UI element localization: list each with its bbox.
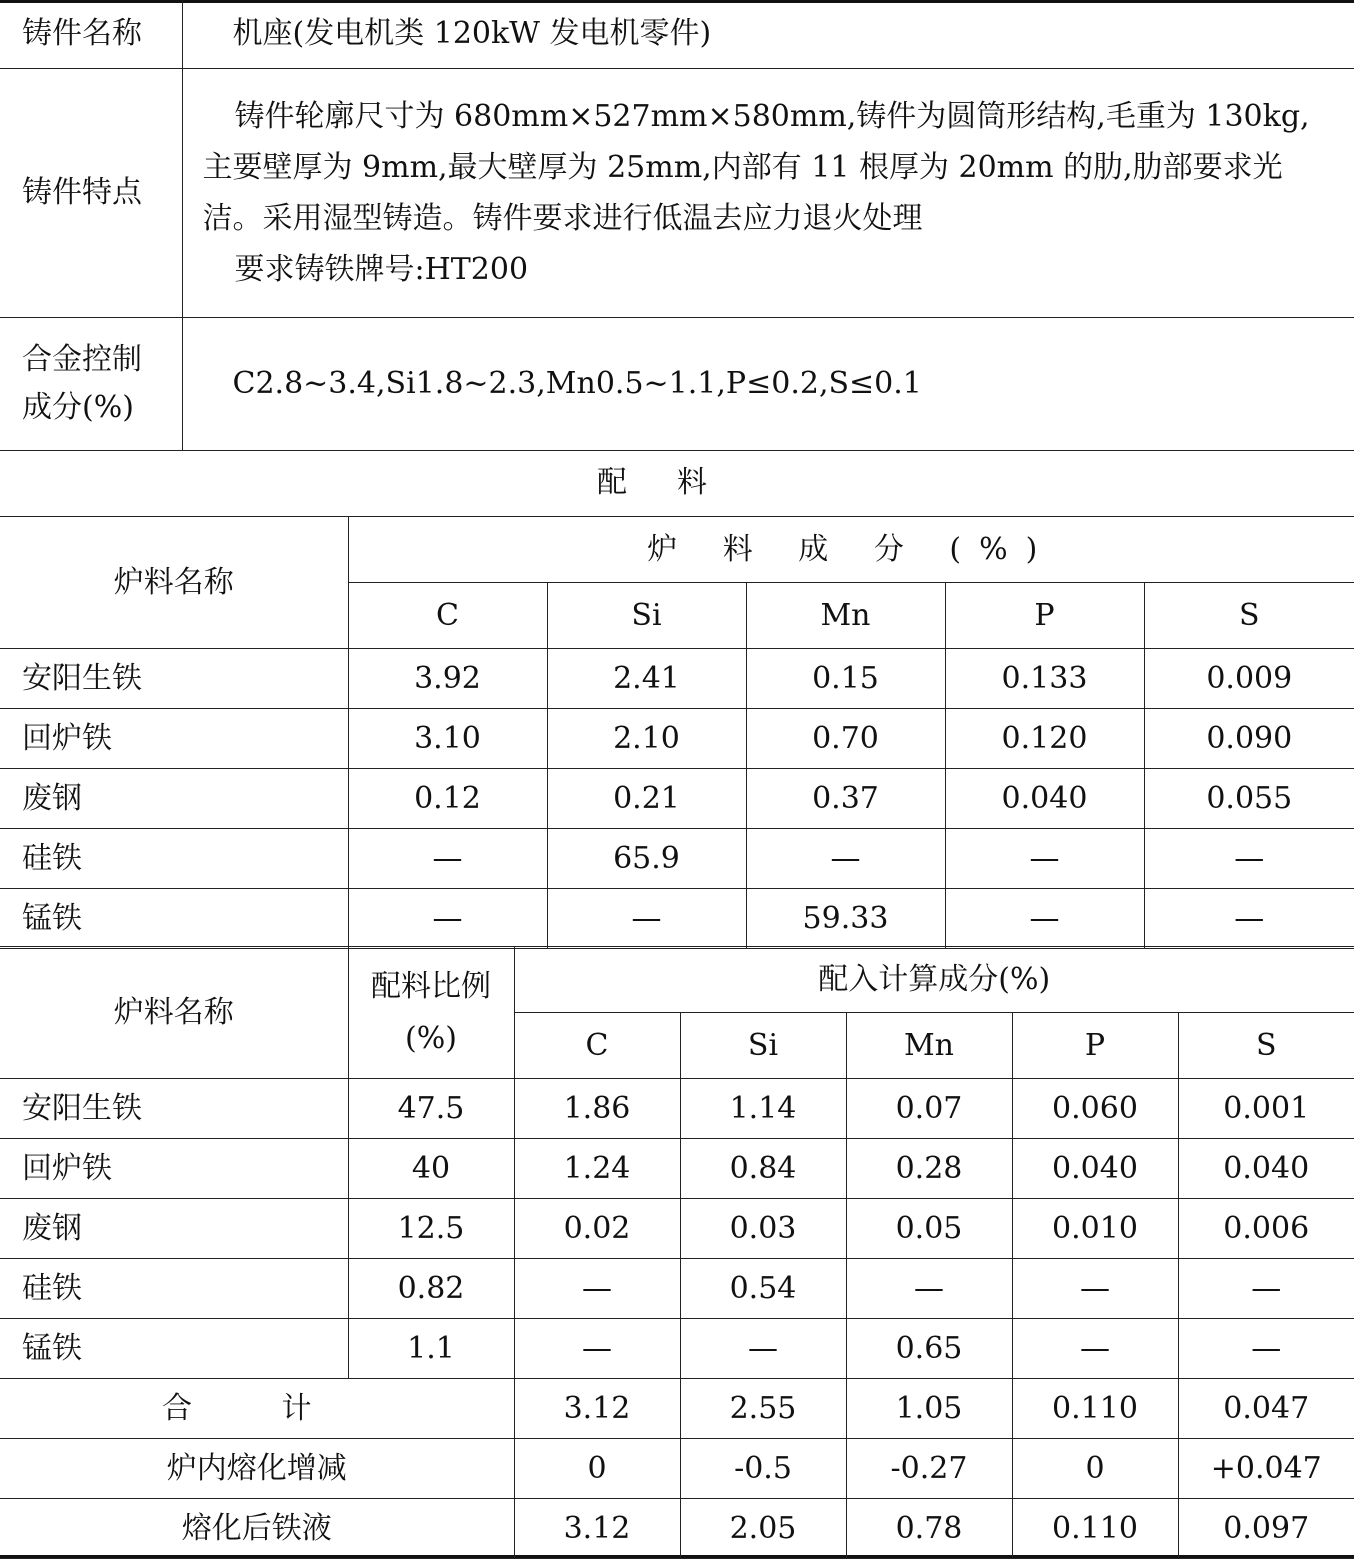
calc-cell: — bbox=[1178, 1319, 1354, 1379]
summary-cell: 2.55 bbox=[680, 1379, 846, 1439]
calculation-table bbox=[0, 946, 1354, 1559]
charge-cell: 0.133 bbox=[945, 649, 1144, 709]
table-row bbox=[0, 769, 1354, 829]
calc-row-name: 锰铁 bbox=[0, 1319, 348, 1379]
calc-col-header-c: C bbox=[514, 1013, 680, 1079]
charge-cell: 3.10 bbox=[348, 709, 547, 769]
table-row bbox=[0, 829, 1354, 889]
calc-col-header-p: P bbox=[1012, 1013, 1178, 1079]
summary-cell: -0.5 bbox=[680, 1439, 846, 1499]
calc-cell: 0.02 bbox=[514, 1199, 680, 1259]
charge-row-name: 硅铁 bbox=[0, 829, 348, 889]
charge-cell: — bbox=[1144, 889, 1354, 949]
charge-cell: — bbox=[945, 889, 1144, 949]
calc-row-ratio: 47.5 bbox=[348, 1079, 514, 1139]
charge-cell: — bbox=[1144, 829, 1354, 889]
summary-label: 合 计 bbox=[0, 1379, 514, 1439]
summary-row bbox=[0, 1439, 1354, 1499]
summary-cell: 0.110 bbox=[1012, 1499, 1178, 1559]
table-row bbox=[0, 1079, 1354, 1139]
calc-cell: 1.14 bbox=[680, 1079, 846, 1139]
charge-cell: 65.9 bbox=[547, 829, 746, 889]
calc-col-header-mn: Mn bbox=[846, 1013, 1012, 1079]
charge-cell: — bbox=[746, 829, 945, 889]
calc-cell: 0.006 bbox=[1178, 1199, 1354, 1259]
charge-cell: 0.040 bbox=[945, 769, 1144, 829]
charge-cell: 59.33 bbox=[746, 889, 945, 949]
casting-feature-cell bbox=[182, 68, 1354, 317]
summary-cell: 1.05 bbox=[846, 1379, 1012, 1439]
calc-row-ratio: 12.5 bbox=[348, 1199, 514, 1259]
summary-cell: 2.05 bbox=[680, 1499, 846, 1559]
charge-col-header-p: P bbox=[945, 583, 1144, 649]
calc-cell: — bbox=[514, 1259, 680, 1319]
summary-cell: 0.78 bbox=[846, 1499, 1012, 1559]
calc-ratio-header bbox=[348, 947, 514, 1079]
casting-grade-text: 要求铸铁牌号:HT200 bbox=[234, 251, 529, 287]
calc-col-header-s: S bbox=[1178, 1013, 1354, 1079]
charge-cell: — bbox=[945, 829, 1144, 889]
calc-cell: 0.040 bbox=[1178, 1139, 1354, 1199]
section-title: 配料 bbox=[597, 465, 757, 500]
calc-cell: 0.28 bbox=[846, 1139, 1012, 1199]
summary-cell: 3.12 bbox=[514, 1379, 680, 1439]
table-row bbox=[0, 1259, 1354, 1319]
calc-cell: 0.010 bbox=[1012, 1199, 1178, 1259]
charge-cell: 0.70 bbox=[746, 709, 945, 769]
calc-cell: 0.54 bbox=[680, 1259, 846, 1319]
casting-feature-label: 铸件特点 bbox=[0, 68, 182, 317]
calc-cell: 1.86 bbox=[514, 1079, 680, 1139]
table-row bbox=[0, 1319, 1354, 1379]
summary-label: 熔化后铁液 bbox=[0, 1499, 514, 1559]
charge-cell: 0.055 bbox=[1144, 769, 1354, 829]
charge-cell: — bbox=[348, 829, 547, 889]
calc-cell: — bbox=[1178, 1259, 1354, 1319]
charge-composition-table bbox=[0, 516, 1354, 949]
charge-cell: 3.92 bbox=[348, 649, 547, 709]
casting-name-label: 铸件名称 bbox=[0, 0, 182, 68]
charge-cell: 0.120 bbox=[945, 709, 1144, 769]
charge-cell: 0.12 bbox=[348, 769, 547, 829]
calc-ratio-header-line1: 配料比例 bbox=[371, 968, 491, 1004]
calc-cell: 0.060 bbox=[1012, 1079, 1178, 1139]
calc-cell: 0.07 bbox=[846, 1079, 1012, 1139]
calc-row-name: 硅铁 bbox=[0, 1259, 348, 1319]
summary-cell: +0.047 bbox=[1178, 1439, 1354, 1499]
calc-cell: — bbox=[846, 1259, 1012, 1319]
calc-cell: 0.040 bbox=[1012, 1139, 1178, 1199]
summary-row bbox=[0, 1379, 1354, 1439]
calc-row-name: 安阳生铁 bbox=[0, 1079, 348, 1139]
calc-cell: — bbox=[680, 1319, 846, 1379]
charge-row-name: 安阳生铁 bbox=[0, 649, 348, 709]
alloy-value: C2.8~3.4,Si1.8~2.3,Mn0.5~1.1,P≤0.2,S≤0.1 bbox=[182, 317, 1354, 450]
table-row bbox=[0, 889, 1354, 949]
calc-row-ratio: 1.1 bbox=[348, 1319, 514, 1379]
calc-row-ratio: 0.82 bbox=[348, 1259, 514, 1319]
calc-cell: 0.001 bbox=[1178, 1079, 1354, 1139]
table-row bbox=[0, 1139, 1354, 1199]
casting-name-value: 机座(发电机类 120kW 发电机零件) bbox=[182, 0, 1354, 68]
casting-feature-text: 铸件轮廓尺寸为 680mm×527mm×580mm,铸件为圆筒形结构,毛重为 130kg,主要壁厚为 9mm,最大壁厚为 25mm,内部有 11 根厚为 20mm 的肋,肋部要求光洁。采用湿型铸造。铸件要求进行低温去应力退火处理 bbox=[202, 98, 1310, 236]
charge-cell: 0.009 bbox=[1144, 649, 1354, 709]
charge-col-header-c: C bbox=[348, 583, 547, 649]
alloy-label-line2: 成分(%) bbox=[22, 389, 134, 425]
table-row bbox=[0, 709, 1354, 769]
charge-cell: 0.15 bbox=[746, 649, 945, 709]
charge-cell: 2.41 bbox=[547, 649, 746, 709]
alloy-label-line1: 合金控制 bbox=[22, 341, 142, 377]
calc-ratio-header-line2: (%) bbox=[405, 1020, 457, 1056]
table-row bbox=[0, 649, 1354, 709]
calc-row-name: 回炉铁 bbox=[0, 1139, 348, 1199]
charge-col-header-mn: Mn bbox=[746, 583, 945, 649]
calc-cell: 0.05 bbox=[846, 1199, 1012, 1259]
alloy-label bbox=[0, 317, 182, 450]
calc-cell: — bbox=[1012, 1259, 1178, 1319]
calc-row-name: 废钢 bbox=[0, 1199, 348, 1259]
calc-group-header: 配入计算成分(%) bbox=[514, 947, 1354, 1013]
calc-name-header: 炉料名称 bbox=[0, 947, 348, 1079]
summary-cell: 0 bbox=[1012, 1439, 1178, 1499]
calc-cell: 0.03 bbox=[680, 1199, 846, 1259]
summary-cell: 0.097 bbox=[1178, 1499, 1354, 1559]
charge-cell: 2.10 bbox=[547, 709, 746, 769]
summary-row bbox=[0, 1499, 1354, 1559]
charge-row-name: 回炉铁 bbox=[0, 709, 348, 769]
summary-cell: 0.047 bbox=[1178, 1379, 1354, 1439]
calc-cell: 0.65 bbox=[846, 1319, 1012, 1379]
charge-group-header: 炉 料 成 分 (%) bbox=[348, 517, 1354, 583]
charge-row-name: 锰铁 bbox=[0, 889, 348, 949]
summary-cell: 3.12 bbox=[514, 1499, 680, 1559]
charge-cell: — bbox=[348, 889, 547, 949]
summary-cell: 0.110 bbox=[1012, 1379, 1178, 1439]
table-row bbox=[0, 1199, 1354, 1259]
charge-cell: 0.090 bbox=[1144, 709, 1354, 769]
casting-info-table bbox=[0, 0, 1354, 451]
charge-col-header-si: Si bbox=[547, 583, 746, 649]
charge-cell: 0.37 bbox=[746, 769, 945, 829]
charge-cell: — bbox=[547, 889, 746, 949]
calc-cell: — bbox=[1012, 1319, 1178, 1379]
charge-cell: 0.21 bbox=[547, 769, 746, 829]
calc-row-ratio: 40 bbox=[348, 1139, 514, 1199]
calc-cell: 1.24 bbox=[514, 1139, 680, 1199]
summary-cell: 0 bbox=[514, 1439, 680, 1499]
charge-name-header: 炉料名称 bbox=[0, 517, 348, 649]
calc-col-header-si: Si bbox=[680, 1013, 846, 1079]
charge-col-header-s: S bbox=[1144, 583, 1354, 649]
calc-cell: 0.84 bbox=[680, 1139, 846, 1199]
charge-row-name: 废钢 bbox=[0, 769, 348, 829]
calc-cell: — bbox=[514, 1319, 680, 1379]
summary-cell: -0.27 bbox=[846, 1439, 1012, 1499]
summary-label: 炉内熔化增减 bbox=[0, 1439, 514, 1499]
